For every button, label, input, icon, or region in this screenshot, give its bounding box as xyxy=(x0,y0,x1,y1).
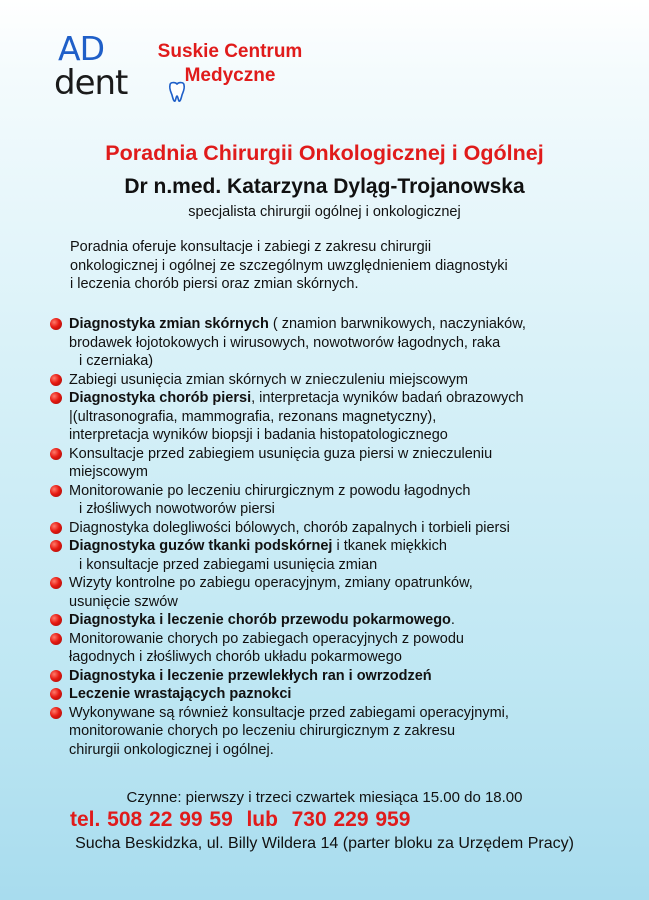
service-text: Wizyty kontrolne po zabiegu operacyjnym, zmiany opatrunków, xyxy=(69,575,473,591)
service-continuation: interpretacja wyników biopsji i badania histopatologicznego xyxy=(69,427,448,443)
service-continuation: brodawek łojotokowych i wirusowych, nowotworów łagodnych, raka xyxy=(69,334,501,351)
service-text: . xyxy=(450,612,455,628)
logo-dent: dent xyxy=(54,63,128,103)
service-line xyxy=(69,372,468,388)
service-line xyxy=(69,316,526,332)
service-item xyxy=(50,704,640,760)
service-bold: Diagnostyka i leczenie chorób przewodu pokarmowego xyxy=(69,612,451,628)
service-text: Diagnostyka dolegliwości bólowych, chorób zapalnych i torbieli piersi xyxy=(69,519,510,536)
service-continuation: usunięcie szwów xyxy=(69,593,178,610)
bullet-icon xyxy=(50,633,62,645)
bullet-icon xyxy=(50,707,62,719)
service-bold: Diagnostyka guzów tkanki podskórnej xyxy=(69,538,333,554)
service-bold: Leczenie wrastających paznokci xyxy=(69,686,292,702)
service-continuation: łagodnych i złośliwych chorób układu pokarmowego xyxy=(69,649,402,665)
service-line xyxy=(69,390,524,406)
service-text: ( znamion barwnikowych, naczyniaków, xyxy=(268,316,526,332)
service-item xyxy=(50,574,640,611)
bullet-icon xyxy=(50,577,62,589)
bullet-icon xyxy=(50,392,62,404)
bullet-icon xyxy=(50,522,62,534)
phone-numbers: tel. 508 22 99 59 lub 730 229 959 xyxy=(70,808,411,831)
service-item xyxy=(50,371,640,390)
service-continuation: i konsultacje przed zabiegami usunięcia zmian xyxy=(79,556,378,573)
service-line xyxy=(69,446,492,462)
service-line xyxy=(69,575,473,591)
service-text: Monitorowanie chorych po zabiegach operacyjnych z powodu xyxy=(69,630,464,647)
service-line xyxy=(69,668,432,684)
address: Sucha Beskidzka, ul. Billy Wildera 14 (parter bloku za Urzędem Pracy) xyxy=(75,835,574,852)
bullet-icon xyxy=(50,670,62,682)
service-item xyxy=(50,519,640,538)
service-item xyxy=(50,685,640,704)
service-item xyxy=(50,482,640,519)
centre-name xyxy=(125,40,335,88)
service-item xyxy=(50,537,640,574)
service-continuation: |(ultrasonografia, mammografia, rezonans magnetyczny), xyxy=(69,408,437,425)
service-text: Konsultacje przed zabiegiem usunięcia guza piersi w znieczuleniu xyxy=(69,445,493,462)
service-continuation: chirurgii onkologicznej i ogólnej. xyxy=(69,741,274,758)
service-text: Zabiegi usunięcia zmian skórnych w znieczuleniu miejscowym xyxy=(69,371,468,388)
clinic-title: Poradnia Chirurgii Onkologicznej i Ogólnej xyxy=(105,141,544,165)
service-continuation: monitorowanie chorych po leczeniu chirurgicznym z zakresu xyxy=(69,723,456,739)
service-line xyxy=(69,538,447,554)
service-line xyxy=(69,686,291,702)
opening-hours: Czynne: pierwszy i trzeci czwartek miesiąca 15.00 do 18.00 xyxy=(126,789,523,806)
specialty: specjalista chirurgii ogólnej i onkologicznej xyxy=(188,204,461,220)
service-line xyxy=(69,705,509,721)
centre-name-line1: Suskie Centrum xyxy=(157,41,303,62)
bullet-icon xyxy=(50,614,62,626)
service-item xyxy=(50,445,640,482)
service-text: i tkanek miękkich xyxy=(332,538,447,554)
service-item xyxy=(50,667,640,686)
service-line xyxy=(69,483,470,499)
service-text: Monitorowanie po leczeniu chirurgicznym z powodu łagodnych xyxy=(69,482,471,499)
service-continuation: i złośliwych nowotworów piersi xyxy=(79,501,275,517)
service-bold: Diagnostyka i leczenie przewlekłych ran i owrzodzeń xyxy=(69,667,432,684)
bullet-icon xyxy=(50,688,62,700)
service-bold: Diagnostyka zmian skórnych xyxy=(69,316,269,332)
bullet-icon xyxy=(50,374,62,386)
doctor-name: Dr n.med. Katarzyna Dyląg-Trojanowska xyxy=(124,175,525,198)
service-continuation: i czerniaka) xyxy=(79,353,154,369)
service-continuation: miejscowym xyxy=(69,464,148,480)
service-bold: Diagnostyka chorób piersi xyxy=(69,390,252,406)
service-item xyxy=(50,389,640,445)
service-line xyxy=(69,612,455,628)
intro-paragraph xyxy=(70,238,630,294)
bullet-icon xyxy=(50,540,62,552)
centre-name-line2: Medyczne xyxy=(184,65,276,86)
bullet-icon xyxy=(50,318,62,330)
bullet-icon xyxy=(50,448,62,460)
logo-ad: AD xyxy=(58,29,104,68)
bullet-icon xyxy=(50,485,62,497)
service-line xyxy=(69,520,510,536)
service-text: , interpretacja wyników badań obrazowych xyxy=(251,390,524,406)
service-text: Wykonywane są również konsultacje przed zabiegami operacyjnymi, xyxy=(69,704,509,721)
intro-line: onkologicznej i ogólnej ze szczególnym uwzględnieniem diagnostyki xyxy=(70,257,508,274)
service-item xyxy=(50,630,640,667)
service-item xyxy=(50,611,640,630)
intro-line: i leczenia chorób piersi oraz zmian skórnych. xyxy=(70,276,359,292)
services-list xyxy=(50,315,640,759)
intro-line: Poradnia oferuje konsultacje i zabiegi z zakresu chirurgii xyxy=(70,239,432,255)
service-item xyxy=(50,315,640,371)
service-line xyxy=(69,631,464,647)
